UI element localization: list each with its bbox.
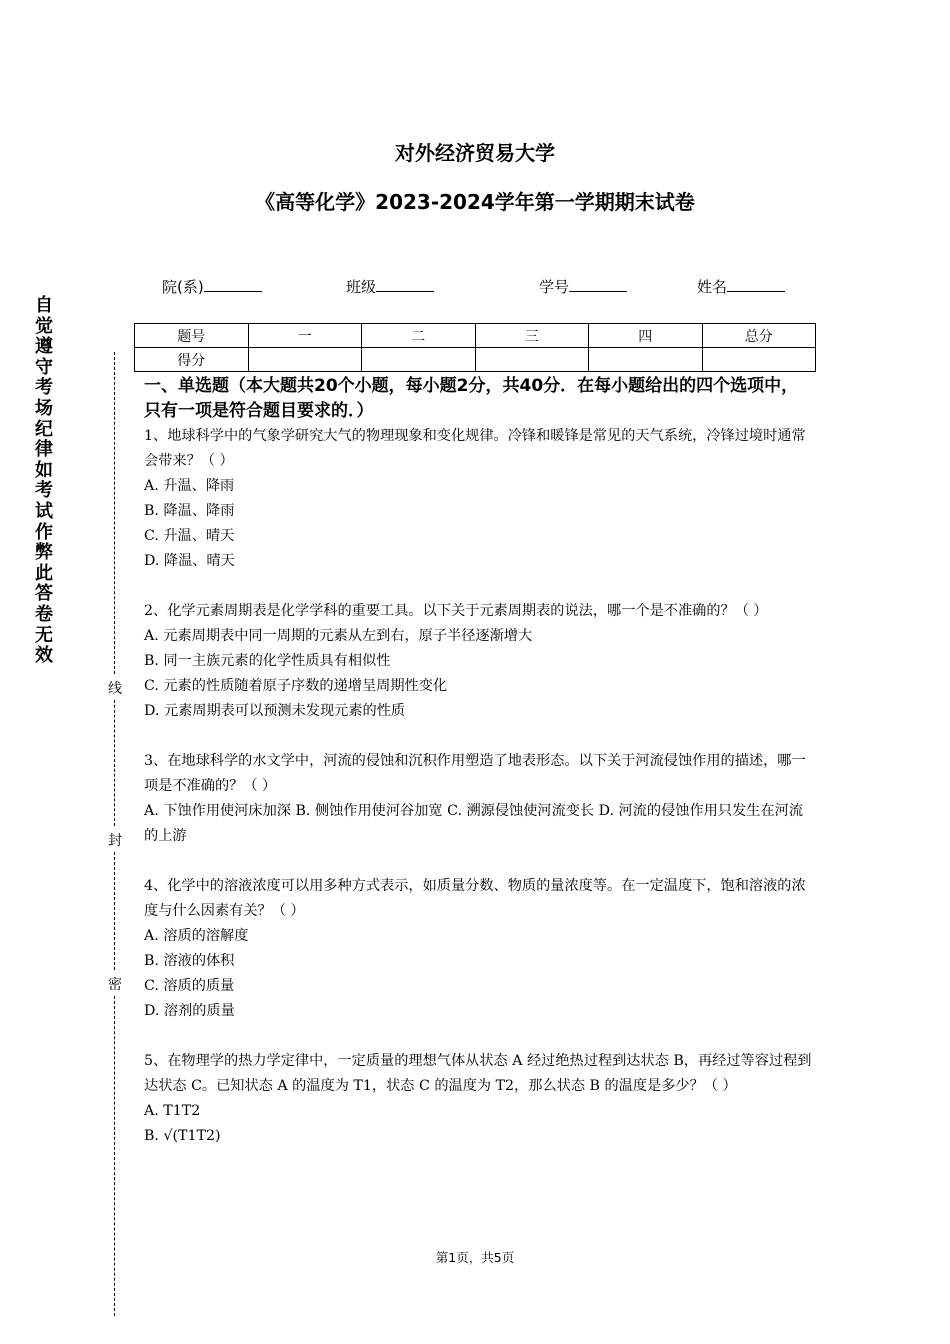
binding-mark-secret: 密 <box>106 974 124 994</box>
name-field <box>697 276 785 297</box>
side-warning-char: 卷 <box>35 603 53 625</box>
university-title: 对外经济贸易大学 <box>395 141 555 165</box>
binding-mark-seal: 封 <box>106 830 124 850</box>
score-table-cell: 总分 <box>702 324 816 348</box>
binding-dash-line <box>114 700 115 826</box>
score-table-cell: 二 <box>362 324 476 348</box>
name-blank <box>727 277 785 292</box>
side-warning-char: 自 <box>35 295 53 316</box>
section-heading: 一、单选题（本大题共20个小题，每小题2分，共40分．在每小题给出的四个选项中，只有一项是符合题目要求的．） <box>144 376 799 421</box>
question-stem: 5、在物理学的热力学定律中，一定质量的理想气体从状态 A 经过绝热过程到达状态 B，再经过等容过程到达状态 C。已知状态 A 的温度为 T1，状态 C 的温度为 T2，那么状态 B 的温度是多少？（ ） <box>144 1053 812 1094</box>
option-b: B. 降温、降雨 <box>144 503 235 519</box>
question-2 <box>144 599 812 724</box>
side-warning-char: 作 <box>35 521 53 543</box>
side-warning-char: 场 <box>35 397 53 419</box>
score-input-cell <box>362 348 476 372</box>
department-field <box>162 276 262 297</box>
score-table-cell: 四 <box>589 324 703 348</box>
class-label: 班级 <box>346 278 377 296</box>
side-warning-char: 考 <box>35 377 53 399</box>
department-blank <box>204 277 262 292</box>
option-b: B. √(T1T2) <box>144 1128 221 1144</box>
inline-options: A. 下蚀作用使河床加深 B. 侧蚀作用使河谷加宽 C. 溯源侵蚀使河流变长 D. 河流的侵蚀作用只发生在河流的上游 <box>144 803 804 844</box>
question-stem: 1、地球科学中的气象学研究大气的物理现象和变化规律。冷锋和暖锋是常见的天气系统，冷锋过境时通常会带来？（ ） <box>144 428 806 469</box>
side-warning-char: 考 <box>35 480 53 502</box>
side-warning-char: 此 <box>35 562 53 584</box>
score-label-cell: 得分 <box>135 348 249 372</box>
side-warning-char: 纪 <box>35 418 53 440</box>
option-a: A. 升温、降雨 <box>144 478 235 494</box>
side-warning-char: 遵 <box>35 336 53 358</box>
student-id-label: 学号 <box>539 278 570 296</box>
side-warning-char: 如 <box>35 459 53 481</box>
option-d: D. 元素周期表可以预测未发现元素的性质 <box>144 703 406 719</box>
option-a: A. 溶质的溶解度 <box>144 928 249 944</box>
side-warning-char: 答 <box>35 583 53 605</box>
option-d: D. 溶剂的质量 <box>144 1003 235 1019</box>
exam-content <box>144 374 812 1174</box>
score-table-cell: 三 <box>475 324 589 348</box>
option-d: D. 降温、晴天 <box>144 553 235 569</box>
side-warning-char: 效 <box>35 645 53 667</box>
score-table-header-row <box>135 324 816 348</box>
student-id-blank <box>569 277 627 292</box>
option-c: C. 溶质的质量 <box>144 978 235 994</box>
question-1 <box>144 424 812 574</box>
score-input-cell <box>589 348 703 372</box>
binding-mark-line: 线 <box>106 678 124 698</box>
department-label: 院(系) <box>162 278 204 296</box>
exam-title: 《高等化学》2023-2024学年第一学期期末试卷 <box>255 190 695 214</box>
score-input-cell <box>702 348 816 372</box>
binding-dash-line <box>114 352 115 674</box>
side-warning <box>32 296 56 667</box>
page-footer: 第1页，共5页 <box>435 1250 515 1265</box>
question-stem: 2、化学元素周期表是化学学科的重要工具。以下关于元素周期表的说法，哪一个是不准确的？（ ） <box>144 603 768 619</box>
score-table <box>134 323 816 372</box>
class-blank <box>376 277 434 292</box>
score-table-cell: 一 <box>248 324 362 348</box>
score-input-cell <box>248 348 362 372</box>
option-a: A. T1T2 <box>144 1103 201 1119</box>
name-label: 姓名 <box>697 278 728 296</box>
side-warning-char: 试 <box>35 500 53 522</box>
side-warning-char: 无 <box>35 624 53 646</box>
side-warning-char: 律 <box>35 439 53 461</box>
option-b: B. 同一主族元素的化学性质具有相似性 <box>144 653 391 669</box>
binding-dash-line <box>114 996 115 1316</box>
side-warning-char: 守 <box>35 356 53 378</box>
option-c: C. 升温、晴天 <box>144 528 235 544</box>
binding-dash-line <box>114 852 115 970</box>
question-stem: 3、在地球科学的水文学中，河流的侵蚀和沉积作用塑造了地表形态。以下关于河流侵蚀作用的描述，哪一项是不准确的？（ ） <box>144 753 806 794</box>
student-id-field <box>539 276 627 297</box>
question-3 <box>144 749 812 849</box>
side-warning-char: 觉 <box>35 315 53 337</box>
score-table-score-row <box>135 348 816 372</box>
class-field <box>346 276 434 297</box>
option-c: C. 元素的性质随着原子序数的递增呈周期性变化 <box>144 678 448 694</box>
option-b: B. 溶液的体积 <box>144 953 235 969</box>
question-5 <box>144 1049 812 1149</box>
question-stem: 4、化学中的溶液浓度可以用多种方式表示，如质量分数、物质的量浓度等。在一定温度下，饱和溶液的浓度与什么因素有关？（ ） <box>144 878 806 919</box>
score-table-cell: 题号 <box>135 324 249 348</box>
side-warning-char: 弊 <box>35 542 53 564</box>
score-input-cell <box>475 348 589 372</box>
option-a: A. 元素周期表中同一周期的元素从左到右，原子半径逐渐增大 <box>144 628 533 644</box>
question-4 <box>144 874 812 1024</box>
